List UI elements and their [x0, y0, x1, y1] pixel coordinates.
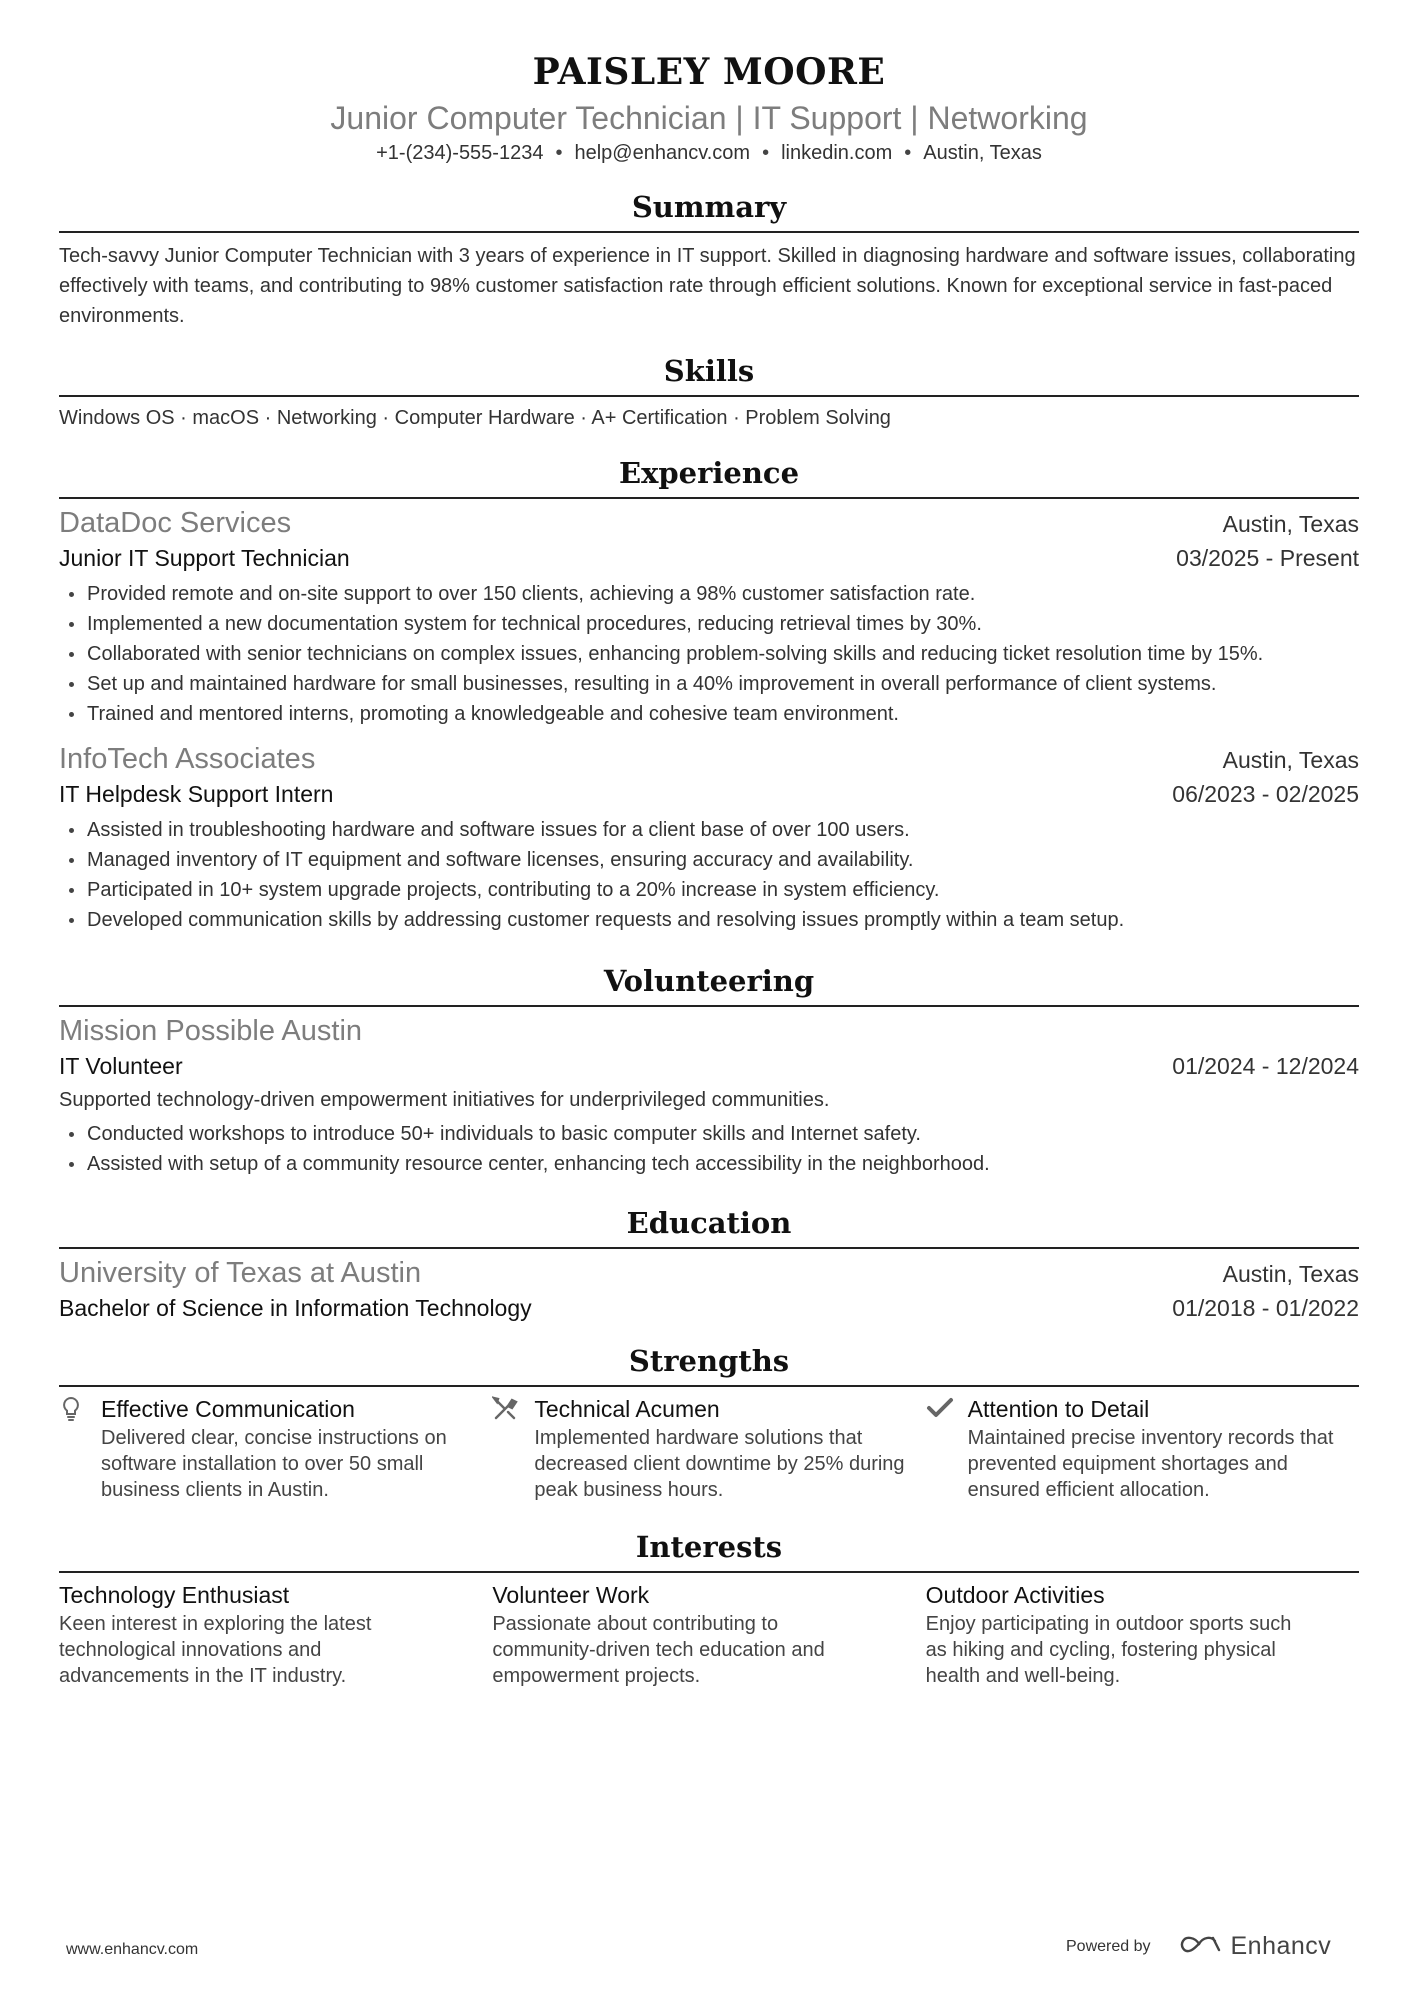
bullet-item: Assisted in troubleshooting hardware and software issues for a client base of over 100 users.	[59, 815, 1359, 845]
section-divider	[59, 1247, 1359, 1249]
bullet-item: Managed inventory of IT equipment and software licenses, ensuring accuracy and availability.	[59, 845, 1359, 875]
volunteer-role: IT Volunteer	[59, 1053, 183, 1079]
strength-title: Attention to Detail	[967, 1396, 1150, 1422]
separator-dot: •	[555, 142, 563, 164]
headline: Junior Computer Technician | IT Support | Networking	[330, 100, 1088, 136]
section-divider	[59, 1005, 1359, 1007]
experience-entry	[59, 741, 1359, 935]
resume-header	[59, 0, 1359, 167]
bullet-list	[59, 579, 1359, 729]
interest-item	[492, 1579, 925, 1689]
job-dates: 03/2025 - Present	[1176, 545, 1359, 571]
bullet-item: Implemented a new documentation system for technical procedures, reducing retrieval times by 30%.	[59, 609, 1359, 639]
company-name: InfoTech Associates	[59, 743, 316, 775]
job-title: IT Helpdesk Support Intern	[59, 781, 334, 807]
separator-dot: •	[904, 142, 912, 164]
enhancv-logo-icon	[1177, 1932, 1223, 1961]
strengths-section	[59, 1341, 1359, 1503]
candidate-name: PAISLEY MOORE	[532, 51, 886, 93]
school-name: University of Texas at Austin	[59, 1257, 422, 1289]
powered-by-label: Powered by	[1066, 1937, 1151, 1955]
interest-description: Keen interest in exploring the latest technological innovations and advancements in the IT industry.	[59, 1613, 372, 1687]
job-location: Austin, Texas	[1222, 747, 1359, 773]
section-divider	[59, 231, 1359, 233]
summary-text: Tech-savvy Junior Computer Technician with 3 years of experience in IT support. Skilled in diagnosing hardware and software issues, collaborating effectively with teams, and contributing to 98% customer satisfaction rate through efficient solutions. Known for exceptional service in fast-paced environments.	[59, 245, 1356, 327]
strength-title: Effective Communication	[101, 1396, 355, 1422]
interest-description: Enjoy participating in outdoor sports such as hiking and cycling, fostering physical health and well-being.	[925, 1613, 1292, 1687]
email-link[interactable]: help@enhancv.com	[574, 142, 751, 164]
footer-website-link[interactable]: www.enhancv.com	[66, 1941, 199, 1958]
checkmark-icon	[926, 1393, 968, 1503]
section-title-summary: Summary	[631, 190, 787, 224]
company-name: DataDoc Services	[59, 507, 292, 539]
footer-branding	[1066, 1932, 1331, 1961]
bullet-list	[59, 815, 1359, 935]
experience-section	[59, 453, 1359, 935]
summary-section	[59, 187, 1359, 331]
skills-list: Windows OS · macOS · Networking · Computer Hardware · A+ Certification · Problem Solving	[59, 407, 891, 429]
resume-page	[59, 0, 1359, 1689]
contact-line	[59, 139, 1359, 167]
section-title-interests: Interests	[635, 1530, 783, 1564]
strength-description: Delivered clear, concise instructions on software installation to over 50 small business clients in Austin.	[101, 1427, 447, 1501]
bullet-item: Provided remote and on-site support to over 150 clients, achieving a 98% customer satisfaction rate.	[59, 579, 1359, 609]
interest-title: Volunteer Work	[492, 1582, 650, 1608]
section-title-skills: Skills	[663, 354, 755, 388]
interest-item	[926, 1579, 1359, 1689]
volunteer-description: Supported technology-driven empowerment initiatives for underprivileged communities.	[59, 1089, 830, 1111]
education-dates: 01/2018 - 01/2022	[1172, 1295, 1359, 1321]
section-divider	[59, 395, 1359, 397]
tools-icon	[492, 1393, 534, 1503]
skills-section	[59, 351, 1359, 433]
interests-section	[59, 1527, 1359, 1689]
job-location: Austin, Texas	[1222, 511, 1359, 537]
section-title-experience: Experience	[618, 456, 800, 490]
interest-title: Technology Enthusiast	[59, 1582, 290, 1608]
job-dates: 06/2023 - 02/2025	[1172, 781, 1359, 807]
interest-title: Outdoor Activities	[925, 1582, 1105, 1608]
job-title: Junior IT Support Technician	[59, 545, 350, 571]
strength-item	[59, 1393, 492, 1503]
section-divider	[59, 1385, 1359, 1387]
section-title-education: Education	[626, 1206, 792, 1240]
bullet-item: Developed communication skills by addressing customer requests and resolving issues promptly within a team setup.	[59, 905, 1359, 935]
volunteer-dates: 01/2024 - 12/2024	[1172, 1053, 1359, 1079]
bullet-item: Conducted workshops to introduce 50+ individuals to basic computer skills and Internet safety.	[59, 1119, 1359, 1149]
strength-description: Maintained precise inventory records that prevented equipment shortages and ensured efficient allocation.	[967, 1427, 1334, 1501]
section-divider	[59, 497, 1359, 499]
interest-description: Passionate about contributing to community-driven tech education and empowerment projects.	[492, 1613, 825, 1687]
bullet-item: Trained and mentored interns, promoting a knowledgeable and cohesive team environment.	[59, 699, 1359, 729]
bullet-list	[59, 1119, 1359, 1179]
interest-item	[59, 1579, 492, 1689]
lightbulb-icon	[59, 1393, 101, 1503]
education-section	[59, 1203, 1359, 1325]
section-title-strengths: Strengths	[628, 1344, 790, 1378]
experience-entry	[59, 505, 1359, 729]
strength-description: Implemented hardware solutions that decreased client downtime by 25% during peak business hours.	[534, 1427, 905, 1501]
strength-item	[926, 1393, 1359, 1503]
strength-title: Technical Acumen	[534, 1396, 720, 1422]
volunteering-section	[59, 961, 1359, 1179]
section-divider	[59, 1571, 1359, 1573]
bullet-item: Participated in 10+ system upgrade projects, contributing to a 20% increase in system efficiency.	[59, 875, 1359, 905]
bullet-item: Assisted with setup of a community resource center, enhancing tech accessibility in the neighborhood.	[59, 1149, 1359, 1179]
strength-item	[492, 1393, 925, 1503]
phone: +1-(234)-555-1234	[376, 142, 544, 164]
bullet-item: Collaborated with senior technicians on complex issues, enhancing problem-solving skills and reducing ticket resolution time by 15%.	[59, 639, 1359, 669]
volunteer-org: Mission Possible Austin	[59, 1015, 363, 1047]
section-title-volunteering: Volunteering	[603, 964, 815, 998]
school-location: Austin, Texas	[1222, 1261, 1359, 1287]
separator-dot: •	[762, 142, 770, 164]
enhancv-logo-text[interactable]: Enhancv	[1230, 1932, 1332, 1960]
degree: Bachelor of Science in Information Technology	[59, 1295, 532, 1321]
linkedin-link[interactable]: linkedin.com	[781, 142, 893, 164]
location: Austin, Texas	[923, 142, 1042, 164]
bullet-item: Set up and maintained hardware for small businesses, resulting in a 40% improvement in overall performance of client systems.	[59, 669, 1359, 699]
